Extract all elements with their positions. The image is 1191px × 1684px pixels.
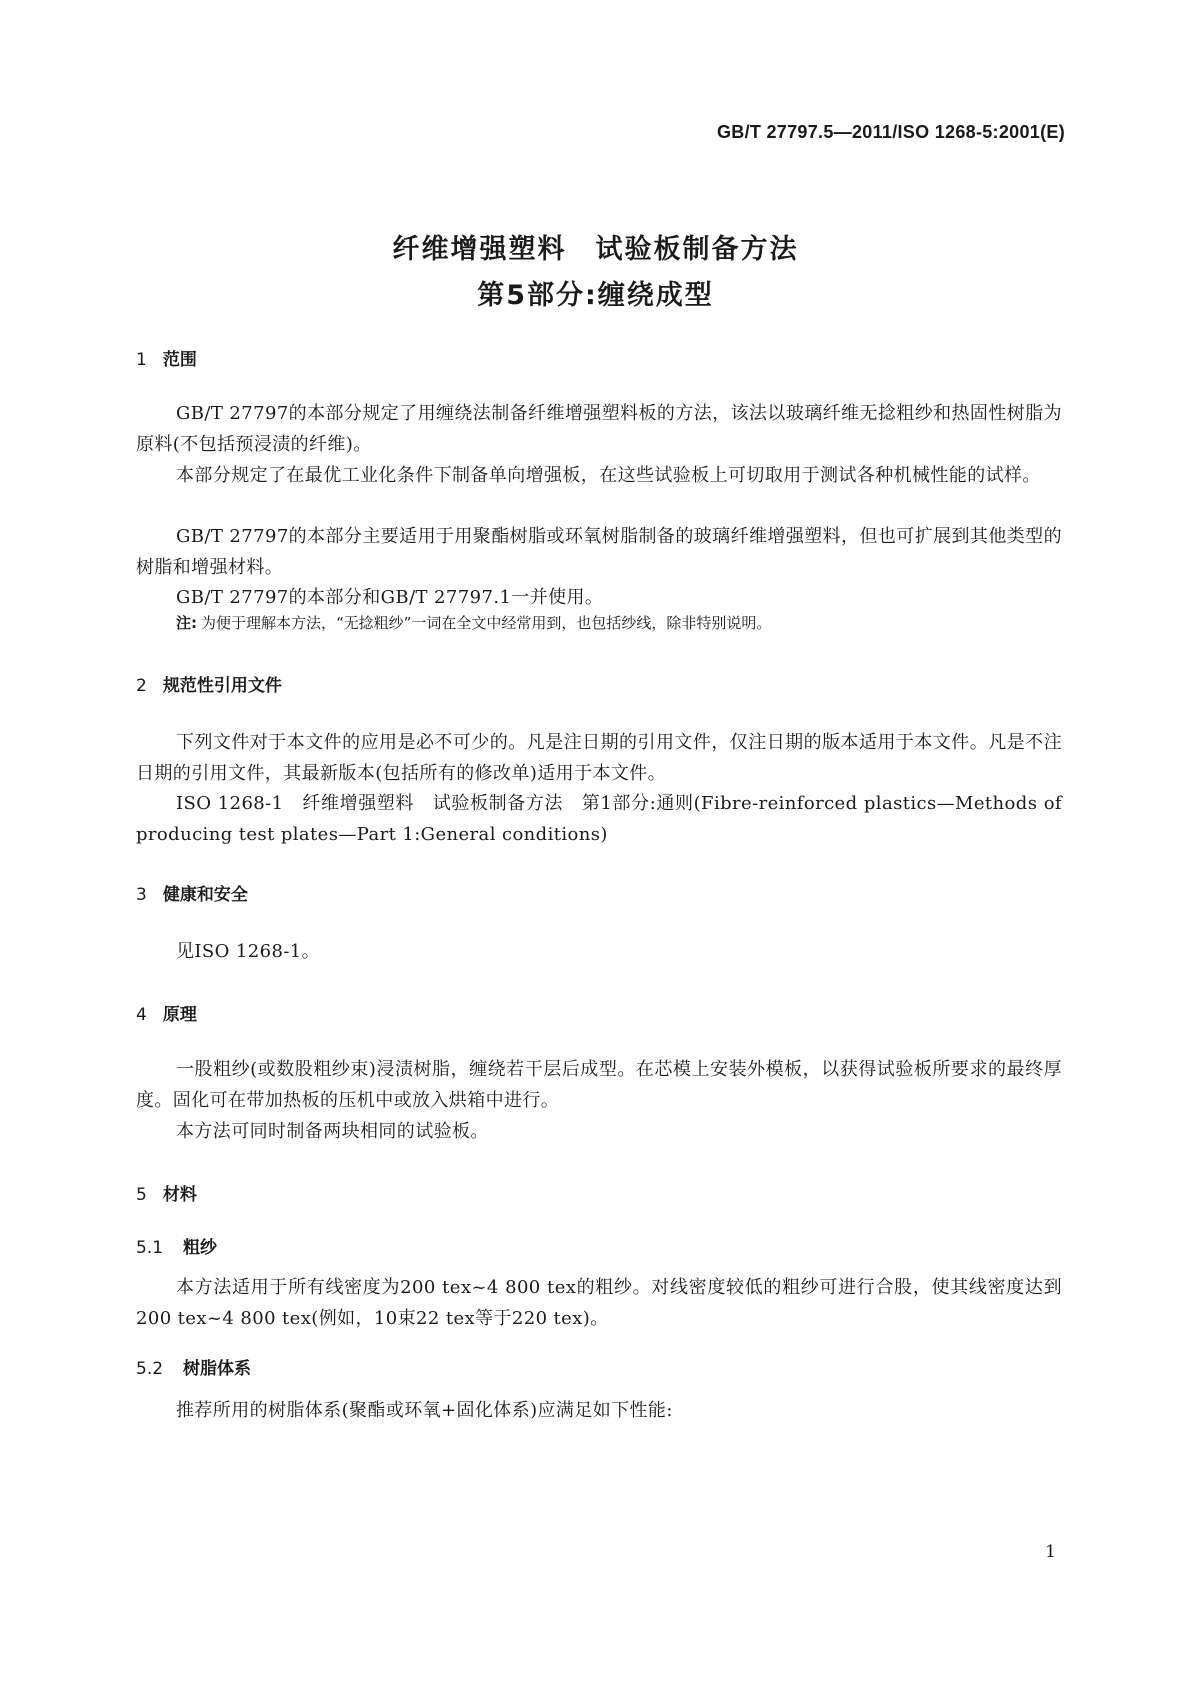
section-title: 规范性引用文件	[162, 676, 282, 696]
section-5-1-heading	[136, 1233, 217, 1258]
section-number: 5.2	[136, 1359, 164, 1379]
section-1-paragraph-3: GB/T 27797的本部分主要适用于用聚酯树脂或环氧树脂制备的玻璃纤维增强塑料，但也可扩展到其他类型的树脂和增强材料。	[136, 526, 1062, 578]
section-2-reference-iso-1268-1: ISO 1268-1 纤维增强塑料 试验板制备方法 第1部分:通则(Fibre-reinforced plastics—Methods of producing test plates—Part 1:General conditions)	[136, 793, 1062, 845]
section-title: 树脂体系	[183, 1359, 252, 1379]
section-5-2-heading	[136, 1354, 251, 1379]
section-4-heading	[136, 1000, 197, 1025]
section-5-2-paragraph-1: 推荐所用的树脂体系(聚酯或环氧+固化体系)应满足如下性能:	[176, 1400, 673, 1421]
section-3-paragraph-1: 见ISO 1268-1。	[176, 941, 321, 962]
section-1-paragraph-2: 本部分规定了在最优工业化条件下制备单向增强板，在这些试验板上可切取用于测试各种机械性能的试样。	[176, 465, 1041, 486]
section-2-heading	[136, 671, 282, 696]
section-number: 4	[136, 1005, 147, 1025]
section-1-heading	[136, 345, 197, 370]
standard-number: GB/T 27797.5—2011/ISO 1268-5:2001(E)	[716, 122, 1065, 142]
section-1-note	[176, 611, 1056, 635]
document-title-line1: 纤维增强塑料 试验板制备方法	[392, 234, 799, 265]
section-5-1-paragraph-1: 本方法适用于所有线密度为200 tex~4 800 tex的粗纱。对线密度较低的粗纱可进行合股，使其线密度达到200 tex~4 800 tex(例如，10束22 tex等于220 tex)。	[136, 1277, 1062, 1329]
section-number: 2	[136, 676, 147, 696]
section-title: 材料	[162, 1185, 197, 1205]
section-4-paragraph-2: 本方法可同时制备两块相同的试验板。	[176, 1121, 489, 1142]
section-title: 范围	[162, 350, 197, 370]
section-title: 原理	[162, 1005, 197, 1025]
section-3-heading	[136, 880, 248, 905]
note-text: 为便于理解本方法，“无捻粗纱”一词在全文中经常用到，也包括纱线，除非特别说明。	[201, 614, 772, 632]
section-number: 1	[136, 350, 147, 370]
section-number: 5.1	[136, 1238, 164, 1258]
document-title-line2: 第5部分:缠绕成型	[477, 280, 714, 311]
section-number: 3	[136, 885, 147, 905]
section-title: 粗纱	[183, 1238, 218, 1258]
section-5-heading	[136, 1180, 197, 1205]
section-number: 5	[136, 1185, 147, 1205]
section-1-paragraph-4: GB/T 27797的本部分和GB/T 27797.1一并使用。	[176, 587, 604, 608]
section-2-paragraph-1: 下列文件对于本文件的应用是必不可少的。凡是注日期的引用文件，仅注日期的版本适用于本文件。凡是不注日期的引用文件，其最新版本(包括所有的修改单)适用于本文件。	[136, 732, 1062, 784]
note-label: 注:	[176, 614, 197, 632]
page-number: 1	[1045, 1542, 1056, 1562]
section-1-paragraph-1: GB/T 27797的本部分规定了用缠绕法制备纤维增强塑料板的方法，该法以玻璃纤维无捻粗纱和热固性树脂为原料(不包括预浸渍的纤维)。	[136, 403, 1062, 455]
section-4-paragraph-1: 一股粗纱(或数股粗纱束)浸渍树脂，缠绕若干层后成型。在芯模上安装外模板，以获得试验板所要求的最终厚度。固化可在带加热板的压机中或放入烘箱中进行。	[136, 1059, 1062, 1111]
section-title: 健康和安全	[162, 885, 248, 905]
